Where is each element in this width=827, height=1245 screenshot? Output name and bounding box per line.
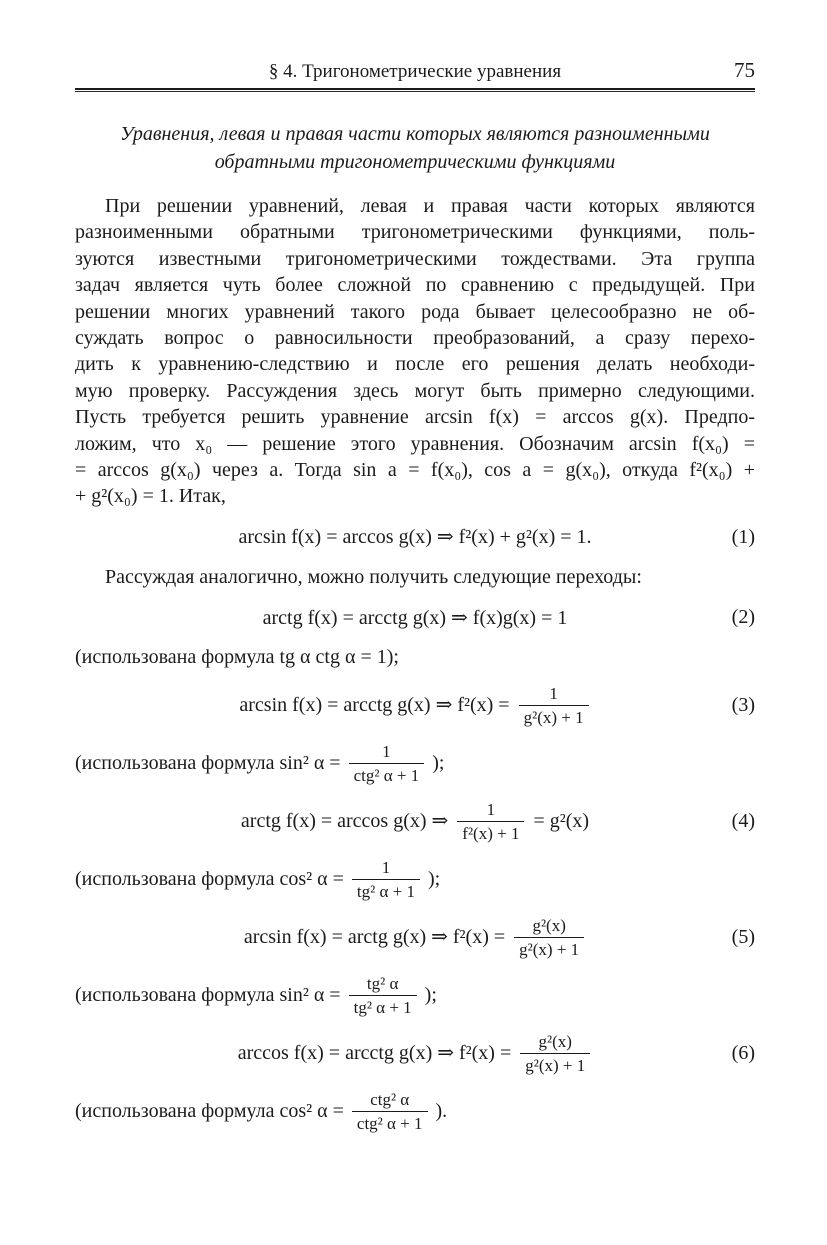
fraction-denominator: tg² α + 1 (349, 995, 417, 1018)
fraction (349, 973, 417, 1018)
fraction-numerator: 1 (549, 683, 558, 703)
equation-1 (75, 523, 755, 550)
fraction-denominator: g²(x) + 1 (514, 937, 584, 960)
fraction-numerator: 1 (381, 857, 391, 877)
fraction-denominator: g²(x) + 1 (520, 1053, 590, 1076)
paragraph-line: = arccos g(x₀) через a. Тогда sin a = f(x₀), cos a = g(x₀), откуда f²(x₀) + (75, 459, 755, 482)
paragraph-line: решении многих уравнений такого рода бывает целесообразно не об- (75, 300, 755, 323)
fraction-numerator: tg² α (366, 973, 399, 993)
fraction-numerator: ctg² α (370, 1089, 410, 1109)
fraction (457, 799, 524, 844)
equation-4-tail: = g²(x) (533, 810, 590, 833)
equation-6-lead: arccos f(x) = arcctg g(x) ⇒ f²(x) = (237, 1042, 512, 1065)
header-rule-thin (75, 91, 755, 92)
note-4-tail: ); (427, 868, 441, 891)
fraction-numerator: g²(x) (538, 1031, 572, 1051)
paragraph-line: дить к уравнению-следствию и после его решения делать необходи- (75, 353, 755, 376)
fraction (519, 683, 589, 728)
fraction (352, 1089, 428, 1134)
fraction (520, 1031, 590, 1076)
equation-4-number: (4) (731, 810, 755, 833)
equation-4 (75, 799, 755, 844)
fraction (352, 857, 420, 902)
equation-1-body: arcsin f(x) = arccos g(x) ⇒ f²(x) + g²(x) = 1. (238, 526, 592, 549)
paragraph-line: При решении уравнений, левая и правая части которых являются (105, 195, 755, 217)
section-heading-line1: Уравнения, левая и правая части которых являются разноименными (120, 123, 710, 145)
note-6-lead: (использована формула cos² α = (75, 1100, 344, 1123)
equation-5-lead: arcsin f(x) = arctg g(x) ⇒ f²(x) = (243, 926, 506, 949)
page-number: 75 (734, 58, 755, 82)
note-4-lead: (использована формула cos² α = (75, 868, 344, 891)
paragraph-line: мую проверку. Рассуждения здесь могут быть примерно следующими. (75, 379, 755, 402)
equation-2 (75, 603, 755, 630)
note-5-tail: ); (424, 984, 437, 1007)
equation-6 (75, 1031, 755, 1076)
note-formula-6 (75, 1089, 755, 1134)
note-formula-2 (75, 644, 755, 670)
note-3-lead: (использована формула sin² α = (75, 752, 341, 775)
header-rule (75, 88, 755, 92)
paragraph-line: задач является чуть более сложной по сравнению с предыдущей. При (75, 274, 755, 297)
fraction-numerator: 1 (486, 799, 496, 819)
transition-paragraph: Рассуждая аналогично, можно получить следующие переходы: (105, 566, 642, 589)
note-5-lead: (использована формула sin² α = (75, 984, 341, 1007)
equation-3-number: (3) (731, 694, 755, 717)
fraction (349, 741, 425, 786)
paragraph-line: Пусть требуется решить уравнение arcsin f(x) = arccos g(x). Предпо- (75, 406, 755, 429)
fraction-denominator: tg² α + 1 (352, 879, 420, 902)
note-formula-5 (75, 973, 755, 1018)
equation-2-number: (2) (731, 605, 755, 628)
fraction-numerator: 1 (382, 741, 391, 761)
note-formula-4 (75, 857, 755, 902)
paragraph-line: + g²(x₀) = 1. Итак, (75, 485, 226, 508)
note-3-tail: ); (432, 752, 445, 775)
equation-4-lead: arctg f(x) = arccos g(x) ⇒ (240, 810, 449, 833)
fraction-denominator: f²(x) + 1 (457, 821, 524, 844)
note-formula-3 (75, 741, 755, 786)
paragraph-line: суждать вопрос о равносильности преобразований, а сразу перехо- (75, 327, 755, 350)
fraction-numerator: g²(x) (532, 915, 566, 935)
equation-5-number: (5) (731, 926, 755, 949)
page-header (75, 60, 755, 84)
fraction-denominator: ctg² α + 1 (349, 763, 425, 786)
section-heading (75, 120, 755, 176)
equation-2-body: arctg f(x) = arcctg g(x) ⇒ f(x)g(x) = 1 (262, 606, 568, 629)
equation-5 (75, 915, 755, 960)
intro-paragraph (75, 193, 755, 510)
running-head-title: § 4. Тригонометрические уравнения (268, 61, 562, 82)
paragraph-line: разноименными обратными тригонометрическими функциями, поль- (75, 221, 755, 244)
note-2-text: (использована формула tg α ctg α = 1); (75, 645, 399, 668)
fraction-denominator: g²(x) + 1 (519, 705, 589, 728)
equation-3 (75, 683, 755, 728)
equation-1-number: (1) (731, 525, 755, 548)
fraction (514, 915, 584, 960)
equation-6-number: (6) (731, 1042, 755, 1065)
section-heading-line2: обратными тригонометрическими функциями (214, 151, 616, 173)
equation-3-lead: arcsin f(x) = arcctg g(x) ⇒ f²(x) = (239, 694, 510, 717)
paragraph-line: ложим, что x₀ — решение этого уравнения. Обозначим arcsin f(x₀) = (75, 432, 755, 455)
fraction-denominator: ctg² α + 1 (352, 1111, 428, 1134)
header-rule-thick (75, 88, 755, 90)
paragraph-line: зуются известными тригонометрическими тождествами. Эта группа (75, 247, 755, 270)
note-6-tail: ). (435, 1100, 448, 1123)
